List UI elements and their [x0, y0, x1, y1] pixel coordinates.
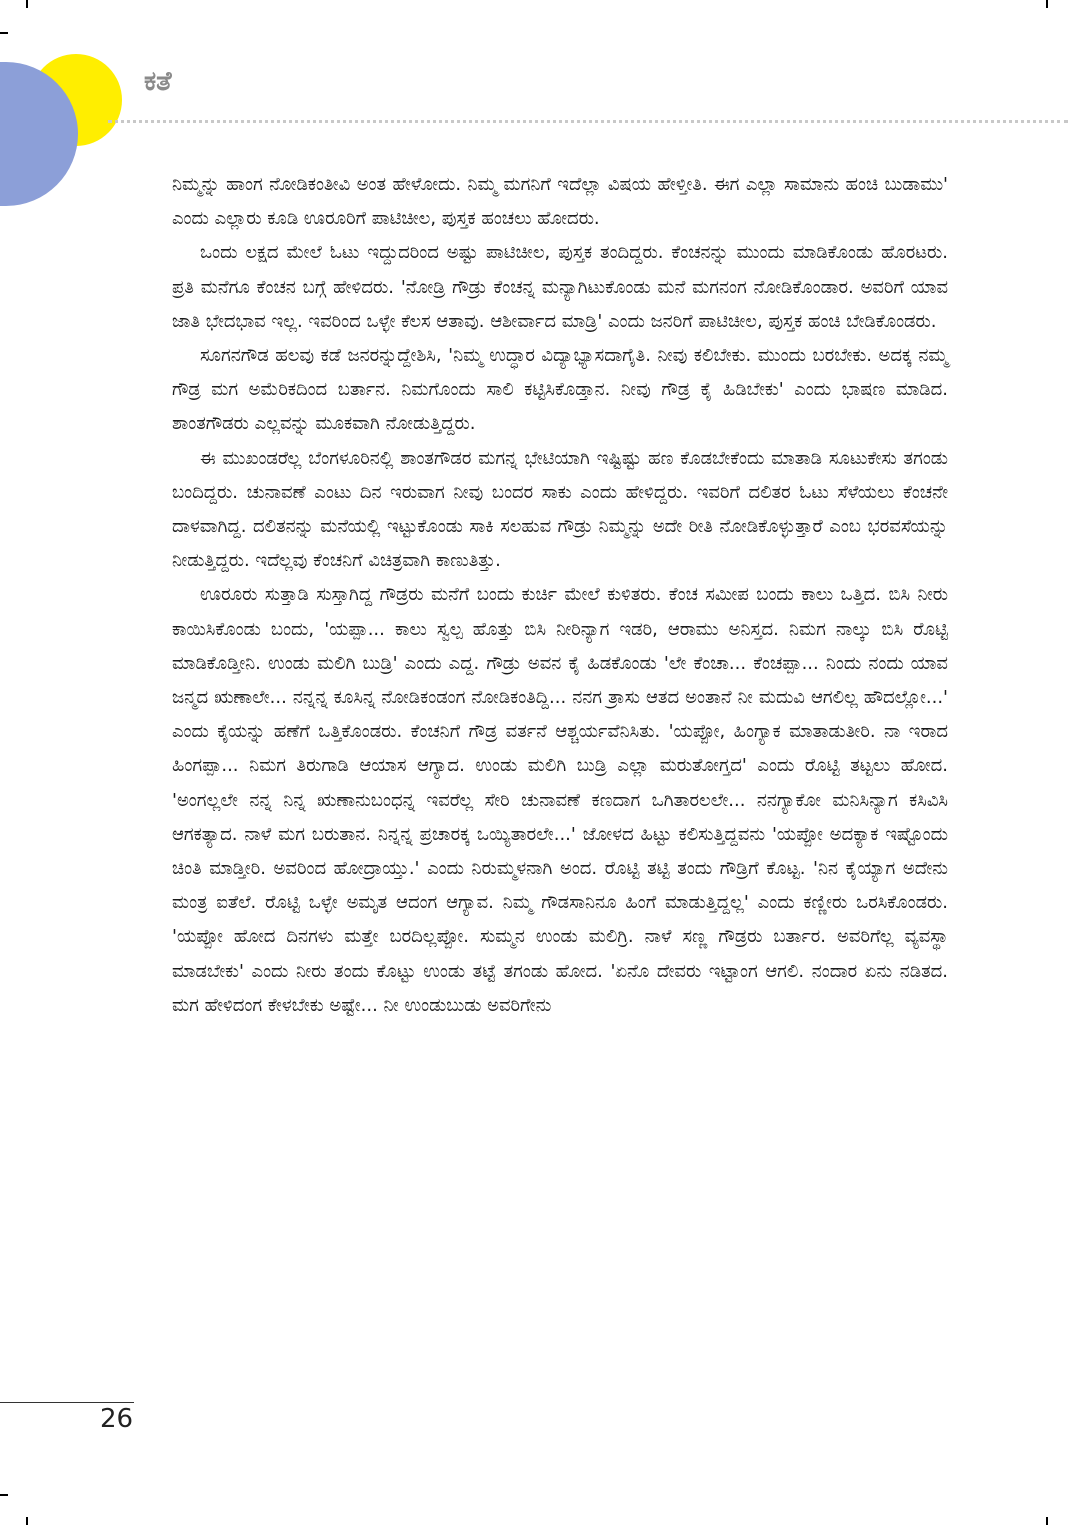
crop-mark-left-upper: [0, 32, 8, 34]
footer-divider: [0, 1402, 134, 1403]
paragraph: ಈ ಮುಖಂಡರೆಲ್ಲ ಬೆಂಗಳೂರಿನಲ್ಲಿ ಶಾಂತಗೌಡರ ಮಗನ್ನ ಭೇಟಿಯಾಗಿ ಇಷ್ಟಿಷ್ಟು ಹಣ ಕೊಡಬೇಕೆಂದು ಮಾತಾಡಿ ಸೂಟುಕೇಸು ತಗಂಡು ಬಂದಿದ್ದರು. ಚುನಾವಣೆ ಎಂಟು ದಿನ ಇರುವಾಗ ನೀವು ಬಂದರ ಸಾಕು ಎಂದು ಹೇಳಿದ್ದರು. ಇವರಿಗೆ ದಲಿತರ ಓಟು ಸೆಳೆಯಲು ಕೆಂಚನೇ ದಾಳವಾಗಿದ್ದ. ದಲಿತನನ್ನು ಮನೆಯಲ್ಲಿ ಇಟ್ಟುಕೊಂಡು ಸಾಕಿ ಸಲಹುವ ಗೌಡ್ರು ನಿಮ್ಮನ್ನು ಅದೇ ರೀತಿ ನೋಡಿಕೊಳ್ಳುತ್ತಾರೆ ಎಂಬ ಭರವಸೆಯನ್ನು ನೀಡುತ್ತಿದ್ದರು. ಇದೆಲ್ಲವು ಕೆಂಚನಿಗೆ ವಿಚಿತ್ರವಾಗಿ ಕಾಣುತಿತ್ತು.: [172, 447, 948, 572]
paragraph: ನಿಮ್ಮನ್ನು ಹಾಂಗ ನೋಡಿಕಂತೀವಿ ಅಂತ ಹೇಳೋದು. ನಿಮ್ಮ ಮಗನಿಗೆ ಇದೆಲ್ಲಾ ವಿಷಯ ಹೇಳ್ತೀತಿ. ಈಗ ಎಲ್ಲಾ ಸಾಮಾನು ಹಂಚಿ ಬುಡಾಮು' ಎಂದು ಎಲ್ಲಾರು ಕೂಡಿ ಊರೂರಿಗೆ ಪಾಟಿಚೀಲ, ಪುಸ್ತಕ ಹಂಚಲು ಹೋದರು.: [172, 174, 948, 230]
paragraph: ಒಂದು ಲಕ್ಷದ ಮೇಲೆ ಓಟು ಇದ್ದುದರಿಂದ ಅಷ್ಟು ಪಾಟಿಚೀಲ, ಪುಸ್ತಕ ತಂದಿದ್ದರು. ಕೆಂಚನನ್ನು ಮುಂದು ಮಾಡಿಕೊಂಡು ಹೊರಟರು. ಪ್ರತಿ ಮನೆಗೂ ಕೆಂಚನ ಬಗ್ಗೆ ಹೇಳಿದರು. 'ನೋಡ್ರಿ ಗೌಡ್ರು ಕೆಂಚನ್ನ ಮನ್ಯಾಗಿಟುಕೊಂಡು ಮನೆ ಮಗನಂಗ ನೋಡಿಕೊಂಡಾರ. ಅವರಿಗೆ ಯಾವ ಜಾತಿ ಭೇದಭಾವ ಇಲ್ಲ. ಇವರಿಂದ ಒಳ್ಳೇ ಕೆಲಸ ಆತಾವು. ಆಶೀರ್ವಾದ ಮಾಡ್ರಿ' ಎಂದು ಜನರಿಗೆ ಪಾಟಿಚೀಲ, ಪುಸ್ತಕ ಹಂಚಿ ಬೇಡಿಕೊಂಡರು.: [172, 242, 948, 332]
crop-mark-bottom-left: [26, 1517, 28, 1525]
crop-mark-bottom-right: [1046, 1517, 1048, 1525]
crop-mark-left-lower: [0, 1494, 8, 1496]
crop-mark-top-right: [1046, 0, 1048, 8]
crop-mark-top-left: [26, 0, 28, 8]
story-body: [172, 168, 948, 1023]
section-title: ಕತೆ: [144, 66, 172, 97]
paragraph: ಊರೂರು ಸುತ್ತಾಡಿ ಸುಸ್ತಾಗಿದ್ದ ಗೌಡ್ರರು ಮನೆಗೆ ಬಂದು ಕುರ್ಚಿ ಮೇಲೆ ಕುಳಿತರು. ಕೆಂಚ ಸಮೀಪ ಬಂದು ಕಾಲು ಒತ್ತಿದ. ಬಿಸಿ ನೀರು ಕಾಯಿಸಿಕೊಂಡು ಬಂದು, 'ಯಪ್ಪಾ... ಕಾಲು ಸ್ವಲ್ಪ ಹೊತ್ತು ಬಿಸಿ ನೀರಿನ್ಯಾಗ ಇಡರಿ, ಆರಾಮು ಅನಿಸ್ತದ. ನಿಮಗ ನಾಲ್ಕು ಬಿಸಿ ರೊಟ್ಟಿ ಮಾಡಿಕೊಡ್ತೀನಿ. ಉಂಡು ಮಲಿಗಿ ಬುಡ್ರಿ' ಎಂದು ಎದ್ದ. ಗೌಡ್ರು ಅವನ ಕೈ ಹಿಡಕೊಂಡು 'ಲೇ ಕೆಂಚಾ... ಕೆಂಚಪ್ಪಾ... ನಿಂದು ನಂದು ಯಾವ ಜನ್ಮದ ಋಣಾಲೇ... ನನ್ನನ್ನ ಕೂಸಿನ್ನ ನೋಡಿಕಂಡಂಗ ನೋಡಿಕಂತಿದ್ದಿ... ನನಗ ತ್ರಾಸು ಆತದ ಅಂತಾನೆ ನೀ ಮದುವಿ ಆಗಲಿಲ್ಲ ಹೌದಲ್ಲೋ...' ಎಂದು ಕೈಯನ್ನು ಹಣೆಗೆ ಒತ್ತಿಕೊಂಡರು. ಕೆಂಚನಿಗೆ ಗೌಡ್ರ ವರ್ತನೆ ಆಶ್ಚರ್ಯವೆನಿಸಿತು. 'ಯಪ್ಪೋ, ಹಿಂಗ್ಯಾಕ ಮಾತಾಡುತೀರಿ. ನಾ ಇರಾದ ಹಿಂಗಪ್ಪಾ... ನಿಮಗ ತಿರುಗಾಡಿ ಆಯಾಸ ಆಗ್ಯಾದ. ಉಂಡು ಮಲಿಗಿ ಬುಡ್ರಿ ಎಲ್ಲಾ ಮರುತೋಗ್ತದ' ಎಂದು ರೊಟ್ಟಿ ತಟ್ಟಲು ಹೋದ. 'ಅಂಗಲ್ಲಲೇ ನನ್ನ ನಿನ್ನ ಋಣಾನುಬಂಧನ್ನ ಇವರೆಲ್ಲ ಸೇರಿ ಚುನಾವಣೆ ಕಣದಾಗ ಒಗಿತಾರಲಲೇ... ನನಗ್ಯಾಕೋ ಮನಿಸಿನ್ಯಾಗ ಕಸಿವಿಸಿ ಆಗಕತ್ಯಾದ. ನಾಳೆ ಮಗ ಬರುತಾನ. ನಿನ್ನನ್ನ ಪ್ರಚಾರಕ್ಕ ಒಯ್ಯಿತಾರಲೇ...' ಜೋಳದ ಹಿಟ್ಟು ಕಲಿಸುತ್ತಿದ್ದವನು 'ಯಪ್ಪೋ ಅದಕ್ಯಾಕ ಇಷ್ಟೊಂದು ಚಿಂತಿ ಮಾಡ್ತೀರಿ. ಅವರಿಂದ ಹೋದ್ರಾಯ್ತು.' ಎಂದು ನಿರುಮ್ಮಳನಾಗಿ ಅಂದ. ರೊಟ್ಟಿ ತಟ್ಟಿ ತಂದು ಗೌಡ್ರಿಗೆ ಕೊಟ್ಟ. 'ನಿನ ಕೈಯ್ಯಾಗ ಅದೇನು ಮಂತ್ರ ಐತೆಲೆ. ರೊಟ್ಟಿ ಒಳ್ಳೇ ಅಮೃತ ಆದಂಗ ಆಗ್ಯಾವ. ನಿಮ್ಮ ಗೌಡಸಾನಿನೂ ಹಿಂಗೆ ಮಾಡುತ್ತಿದ್ದಲ್ಲ' ಎಂದು ಕಣ್ಣೀರು ಒರಸಿಕೊಂಡರು. 'ಯಪ್ಪೋ ಹೋದ ದಿನಗಳು ಮತ್ತೇ ಬರದಿಲ್ಲಪ್ಪೋ. ಸುಮ್ಮನ ಉಂಡು ಮಲಿಗ್ರಿ. ನಾಳೆ ಸಣ್ಣ ಗೌಡ್ರರು ಬರ್ತಾರ. ಅವರಿಗೆಲ್ಲ ವ್ಯವಸ್ಥಾ ಮಾಡಬೇಕು' ಎಂದು ನೀರು ತಂದು ಕೊಟ್ಟು ಉಂಡು ತಟ್ಟೆ ತಗಂಡು ಹೋದ. 'ಏನೊ ದೇವರು ಇಟ್ಟಾಂಗ ಆಗಲಿ. ನಂದಾರ ಏನು ನಡಿತದ. ಮಗ ಹೇಳಿದಂಗ ಕೇಳಬೇಕು ಅಷ್ಟೇ... ನೀ ಉಂಡುಬುಡು ಅವರಿಗೇನು: [172, 584, 948, 1016]
paragraph: ಸೂಗನಗೌಡ ಹಲವು ಕಡೆ ಜನರನ್ನುದ್ದೇಶಿಸಿ, 'ನಿಮ್ಮ ಉದ್ಧಾರ ವಿದ್ಯಾಭ್ಯಾಸದಾಗೈತಿ. ನೀವು ಕಲಿಬೇಕು. ಮುಂದು ಬರಬೇಕು. ಅದಕ್ಕ ನಮ್ಮ ಗೌಡ್ರ ಮಗ ಅಮೆರಿಕದಿಂದ ಬರ್ತಾನ. ನಿಮಗೊಂದು ಸಾಲಿ ಕಟ್ಟಿಸಿಕೊಡ್ತಾನ. ನೀವು ಗೌಡ್ರ ಕೈ ಹಿಡಿಬೇಕು' ಎಂದು ಭಾಷಣ ಮಾಡಿದ. ಶಾಂತಗೌಡರು ಎಲ್ಲವನ್ನು ಮೂಕವಾಗಿ ನೋಡುತ್ತಿದ್ದರು.: [172, 345, 948, 435]
page-number: 26: [100, 1404, 134, 1434]
header-dotted-divider: [108, 120, 1068, 123]
